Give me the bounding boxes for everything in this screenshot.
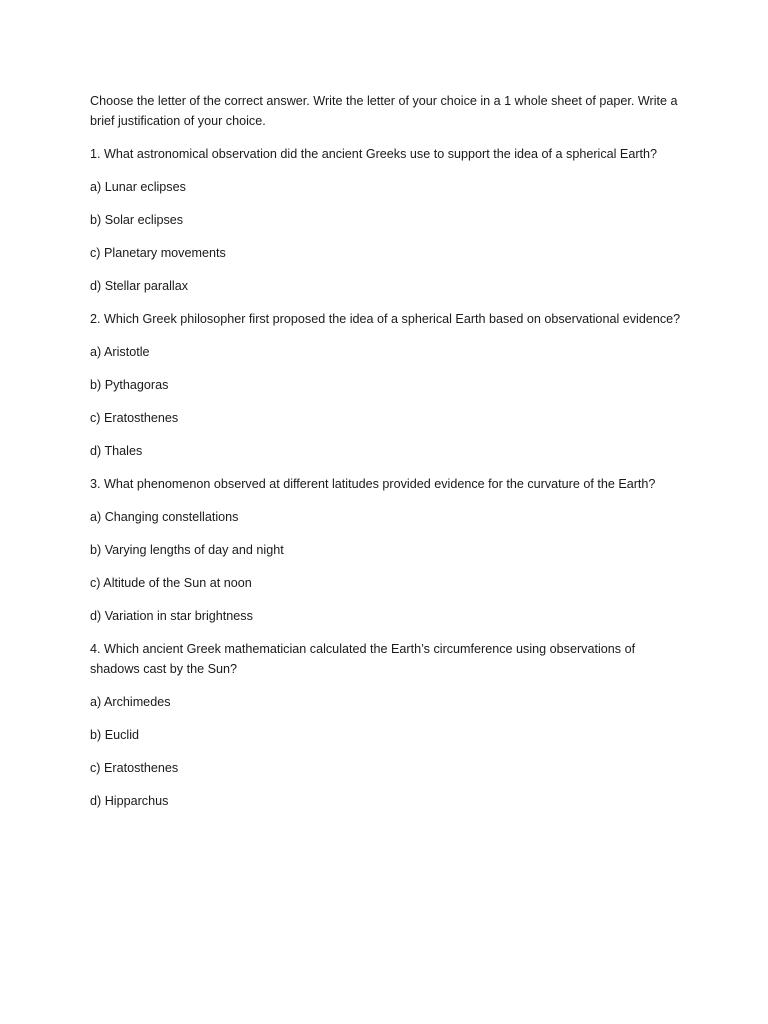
question-4: [90, 639, 688, 811]
option-c: c) Altitude of the Sun at noon: [90, 576, 252, 590]
question-1: [90, 144, 688, 296]
option-b: b) Solar eclipses: [90, 213, 184, 227]
question-3: [90, 474, 688, 626]
option-a: a) Changing constellations: [90, 510, 239, 524]
question-2: [90, 309, 688, 461]
option-a: a) Archimedes: [90, 695, 171, 709]
option-d: d) Stellar parallax: [90, 279, 188, 293]
instructions-text: Choose the letter of the correct answer. Write the letter of your choice in a 1 whole sheet of paper. Write a brief justification of your choice.: [90, 94, 678, 128]
option-a: a) Lunar eclipses: [90, 180, 186, 194]
option-c: c) Planetary movements: [90, 246, 226, 260]
question-text: 3. What phenomenon observed at different latitudes provided evidence for the curvature of the Earth?: [90, 477, 656, 491]
option-c: c) Eratosthenes: [90, 761, 179, 775]
option-b: b) Varying lengths of day and night: [90, 543, 284, 557]
option-c: c) Eratosthenes: [90, 411, 179, 425]
option-d: d) Thales: [90, 444, 143, 458]
question-text: 2. Which Greek philosopher first proposed the idea of a spherical Earth based on observational evidence?: [90, 312, 681, 326]
question-text: 1. What astronomical observation did the ancient Greeks use to support the idea of a spherical Earth?: [90, 147, 658, 161]
question-text: 4. Which ancient Greek mathematician calculated the Earth’s circumference using observations of shadows cast by the Sun?: [90, 642, 636, 676]
option-b: b) Euclid: [90, 728, 139, 742]
option-d: d) Variation in star brightness: [90, 609, 253, 623]
option-b: b) Pythagoras: [90, 378, 169, 392]
option-d: d) Hipparchus: [90, 794, 169, 808]
option-a: a) Aristotle: [90, 345, 150, 359]
